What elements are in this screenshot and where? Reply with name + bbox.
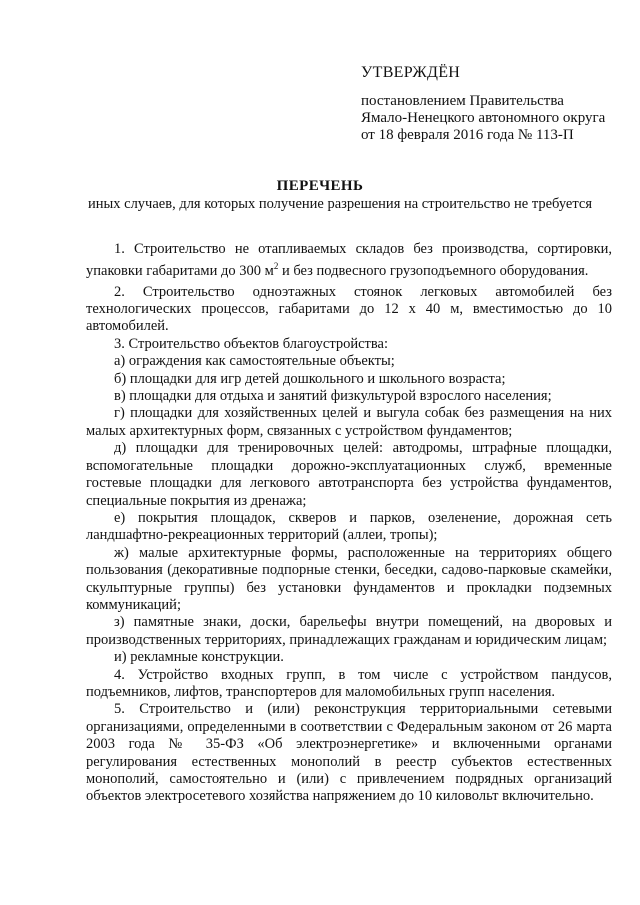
approval-line-2: Ямало-Ненецкого автономного округа bbox=[361, 110, 606, 126]
item-4: 4. Устройство входных групп, в том числе с устройством пандусов, подъемников, лифтов, транспортеров для маломобильных групп населения. bbox=[86, 666, 612, 700]
document-subtitle: иных случаев, для которых получение разрешения на строительство не требуется bbox=[88, 196, 592, 212]
approval-block bbox=[361, 64, 633, 144]
item-1-text-a: 1. Строительство не отапливаемых складов без производства, сортировки, упаковки габаритами до 300 м bbox=[86, 241, 612, 280]
item-3-d: д) площадки для тренировочных целей: автодромы, штрафные площадки, вспомогательные площадки дорожно-эксплуатационных служб, временные гостевые площадки для легкового автотранспорта без устройства фундаментов, специальные покрытия из дренажа; bbox=[86, 440, 612, 509]
item-3-e: е) покрытия площадок, скверов и парков, озеленение, дорожная сеть ландшафтно-рекреационных территорий (аллеи, тропы); bbox=[86, 509, 612, 544]
item-3-z: з) памятные знаки, доски, барельефы внутри помещений, на дворовых и производственных территориях, принадлежащих гражданам и юридическим лицам; bbox=[86, 614, 612, 648]
item-3-a: а) ограждения как самостоятельные объекты; bbox=[114, 353, 395, 370]
item-1-text-b: и без подвесного грузоподъемного оборудования. bbox=[278, 263, 589, 280]
item-3-v: в) площадки для отдыха и занятий физкультурой взрослого населения; bbox=[114, 388, 552, 405]
item-2: 2. Строительство одноэтажных стоянок легковых автомобилей без технологических процессов, габаритами до 12 х 40 м, вместимостью до 10 автомобилей. bbox=[86, 283, 612, 335]
item-3: 3. Строительство объектов благоустройства: bbox=[114, 335, 389, 352]
approval-heading: УТВЕРЖДЁН bbox=[361, 64, 461, 81]
approval-line-1: постановлением Правительства bbox=[361, 93, 564, 109]
item-5: 5. Строительство и (или) реконструкция территориальными сетевыми организациями, определенными в соответствии с Федеральным законом от 26 марта 2003 года № 35-ФЗ «Об электроэнергетике» и включенными органами регулирования естественных монополий в реестр субъектов естественных монополий, самостоятельно и (или) с привлечением подрядных организаций объектов электросетевого хозяйства напряжением до 10 киловольт включительно. bbox=[86, 701, 612, 805]
item-3-b: б) площадки для игр детей дошкольного и школьного возраста; bbox=[114, 370, 506, 387]
item-3-g: г) площадки для хозяйственных целей и выгула собак без размещения на них малых архитектурных форм, связанных с устройством фундаментов; bbox=[86, 405, 612, 439]
item-1-superscript: 2 bbox=[273, 261, 279, 272]
item-1 bbox=[86, 241, 612, 281]
document-title: ПЕРЕЧЕНЬ bbox=[276, 178, 364, 194]
item-3-zh: ж) малые архитектурные формы, расположенные на территориях общего пользования (декоративные подпорные стенки, беседки, садово-парковые скамейки, скульптурные группы) без установки фундаментов и прокладки подземных коммуникаций; bbox=[86, 544, 612, 613]
item-3-i: и) рекламные конструкции. bbox=[114, 649, 284, 666]
document-body bbox=[86, 241, 612, 806]
approval-line-3: от 18 февраля 2016 года № 113-П bbox=[361, 127, 574, 143]
